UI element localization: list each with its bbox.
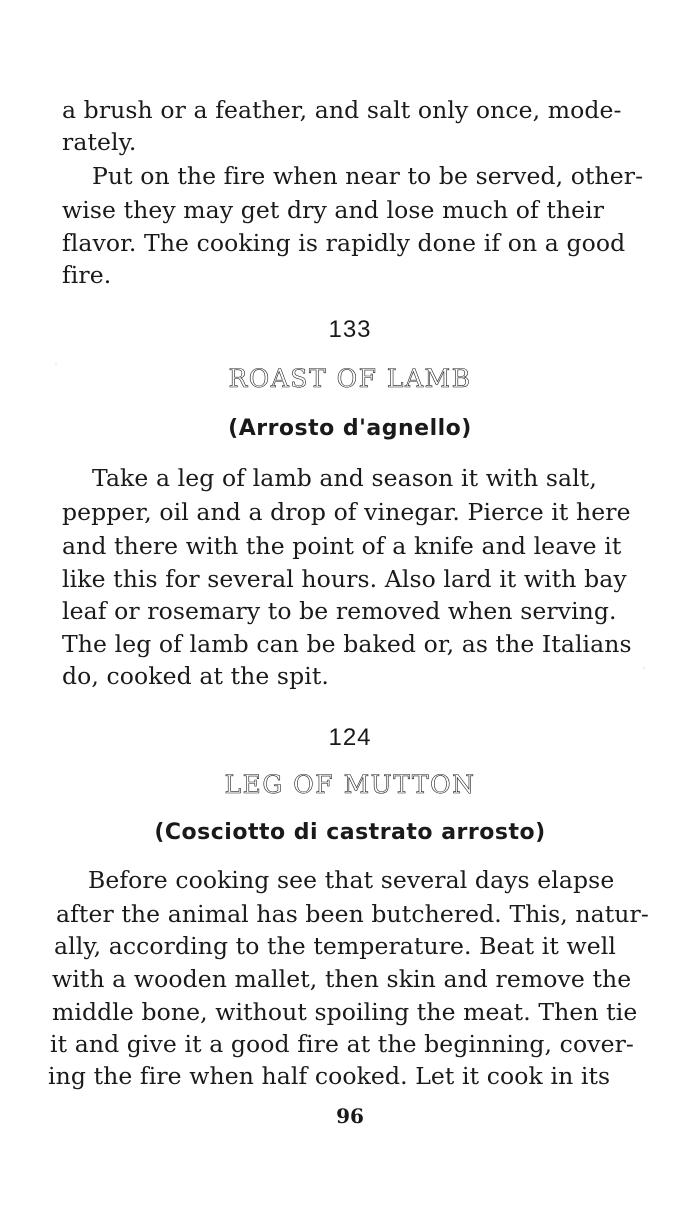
text-line: rately. — [62, 128, 137, 156]
text-line: it and give it a good fire at the beginning, cover- — [50, 1030, 634, 1058]
text-line: leaf or rosemary to be removed when serving. — [62, 597, 617, 625]
text-line: wise they may get dry and lose much of their — [62, 196, 605, 224]
text-line: fire. — [62, 261, 112, 289]
text-line: do, cooked at the spit. — [62, 662, 329, 690]
text-line: and there with the point of a knife and leave it — [62, 532, 622, 560]
page-number: 96 — [336, 1104, 364, 1128]
recipe-number: 124 — [328, 724, 372, 751]
text-line: Take a leg of lamb and season it with salt, — [92, 464, 597, 492]
text-line: middle bone, without spoiling the meat. Then tie — [52, 998, 638, 1026]
text-line: with a wooden mallet, then skin and remove the — [52, 965, 632, 993]
recipe-number: 133 — [328, 316, 372, 343]
text-line: ing the fire when half cooked. Let it cook in its — [48, 1062, 611, 1090]
text-line: The leg of lamb can be baked or, as the Italians — [62, 630, 632, 658]
recipe-title: LEG OF MUTTON — [224, 770, 476, 799]
text-line: a brush or a feather, and salt only once, mode- — [62, 96, 622, 124]
text-line: like this for several hours. Also lard it with bay — [62, 565, 627, 593]
recipe-subtitle: (Cosciotto di castrato arrosto) — [154, 820, 546, 845]
text-line: Before cooking see that several days elapse — [88, 866, 615, 894]
text-line: Put on the fire when near to be served, other- — [92, 162, 644, 190]
text-line: ally, according to the temperature. Beat it well — [54, 932, 616, 960]
recipe-title: ROAST OF LAMB — [228, 364, 472, 393]
recipe-subtitle: (Arrosto d'agnello) — [228, 416, 472, 441]
text-line: after the animal has been butchered. This, natur- — [56, 900, 649, 928]
text-line: flavor. The cooking is rapidly done if on a good — [62, 229, 626, 257]
text-line: pepper, oil and a drop of vinegar. Pierce it here — [62, 498, 631, 526]
